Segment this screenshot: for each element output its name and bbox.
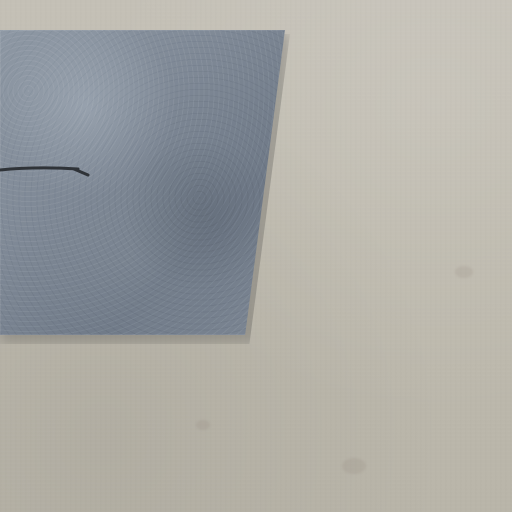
surface-stain — [455, 266, 473, 278]
surface-stain — [196, 420, 210, 430]
surface-stain — [342, 458, 366, 474]
gray-panel — [0, 30, 285, 335]
